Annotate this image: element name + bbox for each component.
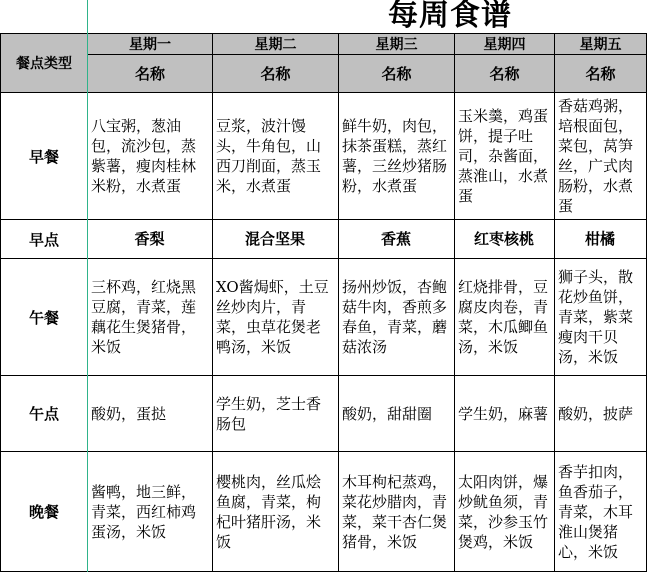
- menu-cell: 酸奶，甜甜圈: [339, 376, 455, 452]
- meal-type-label: 午餐: [1, 259, 88, 376]
- meal-type-label: 早餐: [1, 93, 88, 220]
- name-header: 名称: [339, 55, 455, 93]
- menu-cell: 狮子头，散花炒鱼饼，青菜，紫菜瘦肉干贝汤，米饭: [555, 259, 647, 376]
- menu-cell: 樱桃肉，丝瓜烩鱼腐，青菜，枸杞叶猪肝汤，米饭: [213, 452, 339, 572]
- column-guide-line: [87, 0, 88, 572]
- meal-type-label: 午点: [1, 376, 88, 452]
- menu-cell: 三杯鸡，红烧黑豆腐，青菜，莲藕花生煲猪骨，米饭: [88, 259, 213, 376]
- menu-cell: 八宝粥，葱油包，流沙包，蒸紫薯，瘦肉桂林米粉，水煮蛋: [88, 93, 213, 220]
- name-header: 名称: [213, 55, 339, 93]
- meal-row-morning-snack: [1, 220, 647, 259]
- menu-cell: 鲜牛奶，肉包，抹茶蛋糕，蒸红薯，三丝炒猪肠粉，水煮蛋: [339, 93, 455, 220]
- menu-cell: 扬州炒饭，杏鲍菇牛肉，香煎多春鱼，青菜，蘑菇浓汤: [339, 259, 455, 376]
- menu-cell: 香蕉: [339, 220, 455, 259]
- meal-row-lunch: [1, 259, 647, 376]
- menu-cell: 红烧排骨，豆腐皮肉卷，青菜，木瓜鲫鱼汤，米饭: [455, 259, 555, 376]
- menu-cell: 玉米羹，鸡蛋饼，提子吐司，杂酱面，蒸淮山，水煮蛋: [455, 93, 555, 220]
- day-header: 星期五: [555, 34, 647, 55]
- meal-type-label: 晚餐: [1, 452, 88, 572]
- day-header: 星期二: [213, 34, 339, 55]
- menu-cell: 酸奶，披萨: [555, 376, 647, 452]
- menu-cell: 豆浆，波汁馒头，牛角包，山西刀削面，蒸玉米，水煮蛋: [213, 93, 339, 220]
- header-row-days: [1, 34, 647, 55]
- meal-row-afternoon-snack: [1, 376, 647, 452]
- page-title: 每周食谱: [388, 0, 512, 33]
- menu-cell: XO酱焗虾，土豆丝炒肉片，青菜，虫草花煲老鸭汤，米饭: [213, 259, 339, 376]
- day-header: 星期一: [88, 34, 213, 55]
- day-header: 星期四: [455, 34, 555, 55]
- menu-cell: 太阳肉饼，爆炒鱿鱼须，青菜，沙参玉竹煲鸡，米饭: [455, 452, 555, 572]
- name-header: 名称: [455, 55, 555, 93]
- meal-type-label: 早点: [1, 220, 88, 259]
- menu-cell: 红枣核桃: [455, 220, 555, 259]
- menu-cell: 学生奶，麻薯: [455, 376, 555, 452]
- menu-cell: 香梨: [88, 220, 213, 259]
- menu-cell: 学生奶，芝士香肠包: [213, 376, 339, 452]
- menu-cell: 香芋扣肉，鱼香茄子，青菜，木耳淮山煲猪心，米饭: [555, 452, 647, 572]
- meal-type-header: 餐点类型: [1, 34, 88, 93]
- menu-cell: 酱鸭，地三鲜，青菜，西红柿鸡蛋汤，米饭: [88, 452, 213, 572]
- meal-row-dinner: [1, 452, 647, 572]
- weekly-menu-table: [0, 33, 647, 572]
- menu-cell: 香菇鸡粥，培根面包，菜包，莴笋丝，广式肉肠粉，水煮蛋: [555, 93, 647, 220]
- menu-cell: 柑橘: [555, 220, 647, 259]
- name-header: 名称: [555, 55, 647, 93]
- meal-row-breakfast: [1, 93, 647, 220]
- menu-cell: 木耳枸杞蒸鸡，菜花炒腊肉，青菜，菜干杏仁煲猪骨，米饭: [339, 452, 455, 572]
- header-row-names: [1, 55, 647, 93]
- menu-cell: 酸奶，蛋挞: [88, 376, 213, 452]
- name-header: 名称: [88, 55, 213, 93]
- day-header: 星期三: [339, 34, 455, 55]
- menu-cell: 混合坚果: [213, 220, 339, 259]
